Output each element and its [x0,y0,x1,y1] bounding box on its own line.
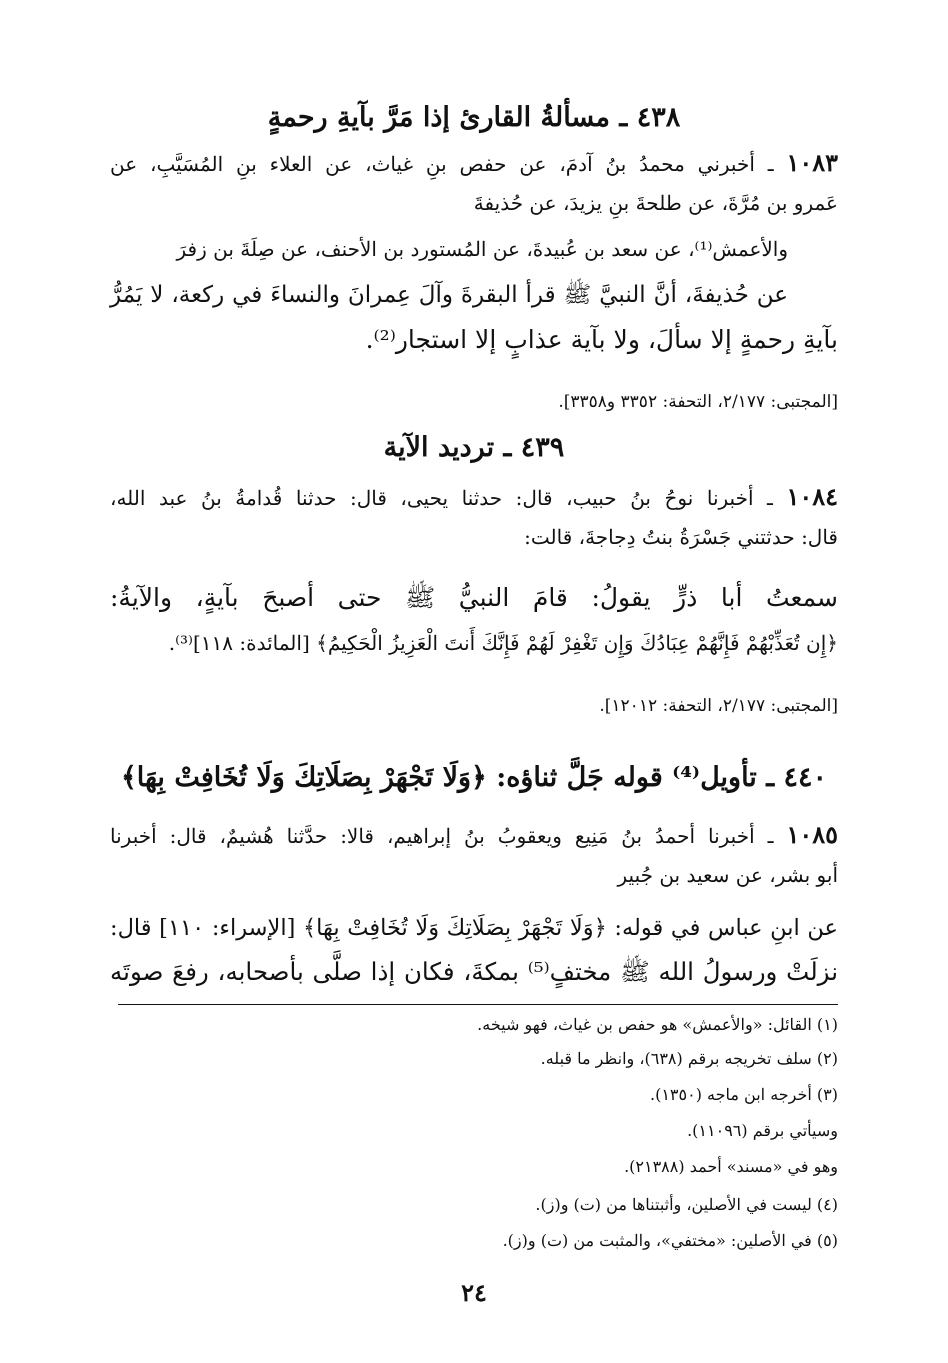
chapter-439-title: ٤٣٩ ـ ترديد الآية [383,432,565,463]
footnote-3: (٣) أخرجه ابن ماجه (١٣٥٠). [650,1085,838,1104]
hadith-number: ١٠٨٣ [786,148,839,177]
hadith-number: ١٠٨٥ [786,820,839,849]
hadith-text: ـ أخبرنا أحمدُ بنُ مَنِيع ويعقوبُ بنُ إبراهيم، قالا: حدَّثنا هُشيمٌ، قال: أخبرنا [110,824,774,848]
hadith-1083-line-1 [110,146,838,181]
hadith-1083-line-2: عَمرو بن مُرَّةَ، عن طلحةَ بنِ يزيدَ، عن حُذيفةَ [473,191,838,215]
hadith-1084-line-1 [110,480,838,515]
hadith-number: ١٠٨٤ [786,482,839,511]
hadith-1085-line-3: عن ابنِ عباس في قوله: ﴿وَلَا تَجْهَرْ بِصَلَاتِكَ وَلَا تُخَافِتْ بِهَا﴾ [الإسراء: ١١٠] قال: [110,915,838,941]
hadith-text: ـ أخبرني محمدُ بنُ آدمَ، عن حفص بنِ غياث، عن العلاء بنِ المُسَيَّبِ، عن [110,152,774,176]
hadith-1085-line-1 [110,818,838,853]
hadith-1084-line-2: قال: حدثتني جَسْرَةُ بنتُ دِجاجةَ، قالت: [524,525,838,549]
page-number: ٢٤ [461,1278,487,1307]
footnote-5: (٥) في الأصلين: «مختفي»، والمثبت من (ت) و(ز). [502,1231,838,1250]
hadith-1084-line-3: سمعتُ أبا ذرٍّ يقولُ: قامَ النبيُّ ﷺ حتى أصبحَ بآيةٍ، والآيةُ: [110,583,838,612]
hadith-1083-line-4: عن حُذيفةَ، أنَّ النبيَّ ﷺ قرأ البقرةَ وآلَ عِمرانَ والنساءَ في ركعة، لا يَمُرُّ [110,282,788,308]
hadith-1084-line-4: ﴿إِن تُعَذِّبْهُمْ فَإِنَّهُمْ عِبَادُكَ وَإِن تَغْفِرْ لَهُمْ فَإِنَّكَ أَنتَ الْعَزِيزُ الْحَكِيمُ﴾ [المائدة: ١١٨]⁽³⁾. [168,631,838,655]
hadith-1083-source: [المجتبى: ٢/١٧٧، التحفة: ٣٣٥٢ و٣٣٥٨]. [558,392,838,412]
hadith-1083-line-3: والأعمش⁽¹⁾، عن سعد بن عُبيدةَ، عن المُستورد بن الأحنف، عن صِلَةَ بن زفرَ [176,237,788,261]
footnote-1: (١) القائل: «والأعمش» هو حفص بن غياث، فهو شيخه. [477,1015,838,1034]
hadith-text: ـ أخبرنا نوحُ بنُ حبيب، قال: حدثنا يحيى، قال: حدثنا قُدامةُ بنُ عبد الله، [110,486,773,510]
chapter-440-title: ٤٤٠ ـ تأويل⁽⁴⁾ قوله جَلَّ ثناؤه: ﴿وَلَا تَجْهَرْ بِصَلَاتِكَ وَلَا تُخَافِتْ بِهَا﴾ [120,762,828,793]
hadith-1085-line-4: نزلَتْ ورسولُ الله ﷺ مختفٍ⁽⁵⁾ بمكةَ، فكان إذا صلَّى بأصحابه، رفعَ صوتَه [110,957,839,986]
chapter-438-title: ٤٣٨ ـ مسألةُ القارئ إذا مَرَّ بآيةِ رحمةٍ [267,102,681,133]
footnote-3-continuation-2: وهو في «مسند» أحمد (٢١٣٨٨). [624,1157,838,1176]
footnote-2: (٢) سلف تخريجه برقم (٦٣٨)، وانظر ما قبله. [540,1049,838,1068]
footnote-4: (٤) ليست في الأصلين، وأثبتناها من (ت) و(ز). [535,1195,838,1214]
footnote-divider [118,1004,838,1005]
hadith-1084-source: [المجتبى: ٢/١٧٧، التحفة: ١٢٠١٢]. [599,696,838,716]
hadith-1083-line-5: بآيةِ رحمةٍ إلا سألَ، ولا بآية عذابٍ إلا استجار⁽²⁾. [365,325,838,354]
footnote-3-continuation-1: وسيأتي برقم (١١٠٩٦). [687,1121,838,1140]
hadith-1085-line-2: أبو بشر، عن سعيد بن جُبير [617,863,838,887]
